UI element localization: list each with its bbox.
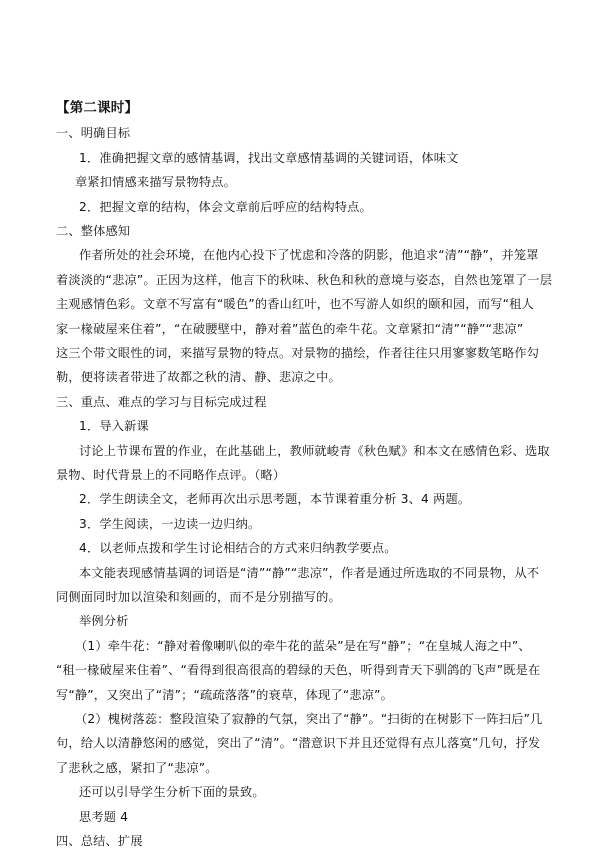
overview-paragraph-line: 作者所处的社会环境，在他内心投下了忧虑和冷落的阴影，他追求“清”“静”，并笼罩 (79, 248, 539, 262)
example-2-line: （2）槐树落蕊：整段渲染了寂静的气氛，突出了“静”。“扫街的在树影下一阵扫后”几 (75, 712, 543, 726)
question-4-label: 思考题 4 (79, 810, 129, 824)
overview-paragraph-line: 着淡淡的“悲凉”。正因为这样，他言下的秋味、秋色和秋的意境与姿态，自然也笼罩了一层 (56, 273, 553, 287)
step-2-line: 2．学生朗读全文，老师再次出示思考题，本节课着重分析 3、4 两题。 (79, 492, 471, 506)
section-heading-overview: 二、整体感知 (56, 224, 131, 238)
overview-paragraph-line: 主观感情色彩。文章不写富有“暖色”的香山红叶，也不写游人如织的颐和园，而写“租人 (56, 297, 534, 311)
lesson-heading: 【第二课时】 (56, 100, 139, 116)
example-heading: 举例分析 (79, 614, 129, 628)
overview-paragraph-line: 家一椽破屋来住着”，“在破腰壁中，静对着”蓝色的牵牛花。文章紧扣“清”“静”“悲凉” (56, 322, 524, 336)
guidance-line: 还可以引导学生分析下面的景致。 (79, 785, 265, 799)
step-4-line: 4．以老师点拨和学生讨论相结合的方式来归纳教学要点。 (79, 541, 397, 555)
tone-paragraph-line: 本文能表现感情基调的词语是“清”“静”“悲凉”，作者是通过所选取的不同景物，从不 (79, 566, 540, 580)
example-1-line: （1）牵牛花：“静对着像喇叭似的牵牛花的蓝朵”是在写“静”；“在皇城人海之中”、 (75, 639, 531, 653)
overview-paragraph-line: 这三个带文眼性的词，来描写景物的特点。对景物的描绘，作者往往只用寥寥数笔略作勾 (56, 346, 540, 360)
step-1-paragraph-line: 讨论上节课布置的作业，在此基础上，教师就峻青《秋色赋》和本文在感情色彩、选取 (79, 444, 550, 458)
step-1-heading: 1．导入新课 (79, 419, 149, 433)
step-3-line: 3．学生阅读，一边读一边归纳。 (79, 517, 261, 531)
goal-item-1: 1．准确把握文章的感情基调，找出文章感情基调的关键词语，体味文 (79, 151, 459, 165)
overview-paragraph-line: 勒，便将读者带进了故都之秋的清、静、悲凉之中。 (56, 370, 341, 384)
example-1-line: 写“静”，又突出了“清”；“疏疏落落”的衰草，体现了“悲凉”。 (56, 688, 394, 702)
section-heading-summary: 四、总结、扩展 (56, 834, 143, 848)
example-1-line: “租一椽破屋来住着”、“看得到很高很高的碧绿的天色，听得到青天下驯鸽的飞声”既是在 (56, 663, 541, 677)
goal-item-1-continued: 章紧扣情感来描写景物特点。 (75, 175, 237, 189)
section-heading-key-points: 三、重点、难点的学习与目标完成过程 (56, 395, 267, 409)
example-2-line: 句，给人以清静悠闲的感觉，突出了“清”。“潜意识下并且还觉得有点儿落寞”几句，抒发 (56, 736, 541, 750)
tone-paragraph-line: 同侧面同时加以渲染和刻画的，而不是分别描写的。 (56, 590, 341, 604)
section-heading-goals: 一、明确目标 (56, 126, 131, 140)
step-1-paragraph-line: 景物、时代背景上的不同略作点评。（略） (56, 468, 286, 482)
goal-item-2: 2．把握文章的结构，体会文章前后呼应的结构特点。 (79, 200, 372, 214)
example-2-line: 了悲秋之感，紧扣了“悲凉”。 (56, 761, 218, 775)
